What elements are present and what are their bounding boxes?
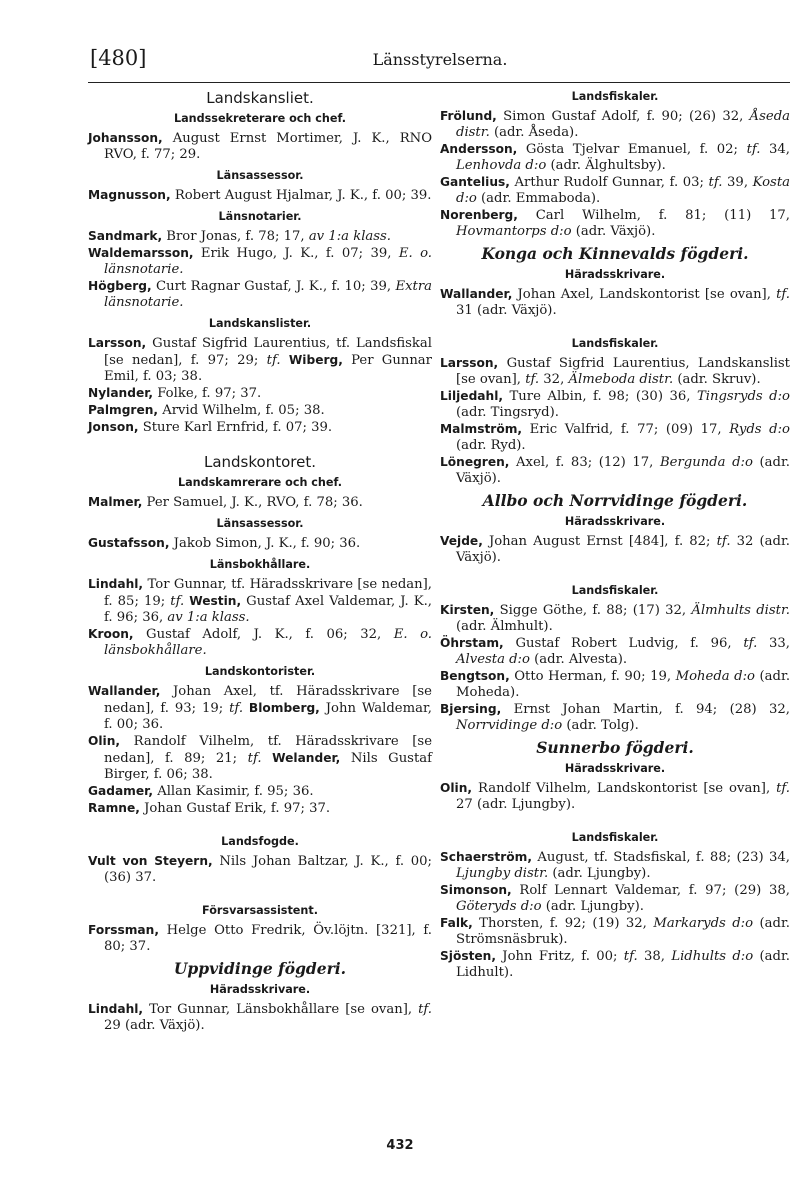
person-name: Norenberg,: [440, 208, 518, 222]
entry-text: 34,: [760, 142, 790, 157]
italic-note: E. o. länsbokhållare.: [104, 627, 432, 658]
entry-text: (adr. Moheda).: [456, 669, 791, 700]
person-name: Wallander,: [88, 684, 161, 698]
person-name: Kroon,: [88, 627, 134, 641]
entry-text: Tor Gunnar, Länsbokhållare [se ovan],: [143, 1002, 419, 1017]
entry-text: 38,: [637, 949, 672, 964]
footer-page-number: 432: [386, 1138, 414, 1153]
person-entry: [88, 733, 432, 783]
entry-text: (adr. Älmhult).: [456, 619, 553, 634]
person-name: Schaerström,: [440, 850, 532, 864]
person-entry: [88, 853, 432, 886]
person-name: Blomberg,: [248, 701, 320, 715]
header-rule: [88, 82, 790, 83]
entry-text: Allan Kasimir, f. 95; 36.: [153, 784, 314, 799]
role-heading: Häradsskrivare.: [564, 762, 666, 775]
spacer: [440, 813, 790, 825]
entry-text: Tor Gunnar, tf. Häradsskrivare [se nedan], f. 85; 19;: [104, 577, 432, 609]
person-entry: [88, 576, 432, 626]
entry-text: Nils Johan Baltzar, J. K., f. 00; (36) 37.: [104, 854, 432, 885]
entry-text: Folke, f. 97; 37.: [153, 386, 262, 401]
entry-text: Sigge Göthe, f. 88; (17) 32,: [494, 603, 692, 618]
italic-note: Bergunda d:o: [659, 455, 753, 470]
italic-note: av 1:a klass.: [167, 610, 250, 625]
person-name: Falk,: [440, 916, 473, 930]
left-column: [88, 84, 432, 1034]
entry-text: Jakob Simon, J. K., f. 90; 36.: [169, 536, 361, 551]
italic-note: Göteryds d:o: [456, 899, 542, 914]
person-entry: [88, 385, 432, 402]
entry-text: Simon Gustaf Adolf, f. 90; (26) 32,: [496, 109, 750, 124]
person-name: Kirsten,: [440, 603, 495, 617]
entry-text: Per Samuel, J. K., RVO, f. 78; 36.: [142, 495, 363, 510]
entry-text: John Fritz, f. 00;: [495, 949, 624, 964]
district-heading: Uppvidinge fögderi.: [173, 959, 347, 978]
person-entry: [440, 286, 790, 319]
entry-text: Johan Axel, Landskontorist [se ovan],: [512, 287, 777, 302]
role-heading: Länsassessor.: [216, 169, 304, 182]
person-entry: [88, 783, 432, 800]
person-entry: [440, 355, 790, 388]
entry-text: (adr. Strömsnäsbruk).: [456, 916, 790, 947]
person-entry: [88, 626, 432, 659]
district-heading: Konga och Kinnevalds fögderi.: [481, 244, 749, 263]
italic-note: tf.: [716, 534, 731, 549]
person-name: Malmström,: [440, 422, 523, 436]
role-heading: Häradsskrivare.: [209, 983, 311, 996]
person-entry: [88, 130, 432, 163]
italic-note: Moheda d:o: [675, 669, 755, 684]
person-name: Simonson,: [440, 883, 512, 897]
person-entry: [88, 245, 432, 278]
italic-note: Markaryds d:o: [653, 916, 754, 931]
role-heading: Landsfiskaler.: [571, 337, 659, 350]
person-entry: [88, 335, 432, 385]
person-name: Andersson,: [440, 142, 518, 156]
entry-text: (adr. Åseda).: [489, 125, 579, 140]
entry-text: Carl Wilhelm, f. 81; (11) 17,: [517, 208, 790, 223]
entry-text: (adr. Växjö).: [571, 224, 656, 239]
italic-note: tf.: [418, 1002, 432, 1017]
entry-text: [262, 751, 273, 766]
person-name: Nylander,: [88, 386, 154, 400]
italic-note: tf.: [170, 594, 185, 609]
person-name: Gustafsson,: [88, 536, 170, 550]
italic-note: Hovmantorps d:o: [456, 224, 572, 239]
italic-note: tf.: [229, 701, 244, 716]
italic-note: tf.: [776, 287, 790, 302]
section-heading: Landskontoret.: [203, 453, 316, 471]
italic-note: Älmeboda distr.: [568, 372, 674, 387]
role-heading: Häradsskrivare.: [564, 515, 666, 528]
italic-note: Extra länsnotarie.: [104, 279, 432, 310]
entry-text: (adr. Älghultsby).: [546, 158, 666, 173]
italic-note: Älmhults distr.: [691, 603, 791, 618]
person-name: Gantelius,: [440, 175, 510, 189]
entry-text: Ernst Johan Martin, f. 94; (28) 32,: [501, 702, 790, 717]
person-entry: [440, 533, 790, 566]
person-entry: [440, 108, 790, 141]
italic-note: tf.: [525, 372, 540, 387]
person-entry: [440, 849, 790, 882]
person-entry: [440, 141, 790, 174]
entry-text: Randolf Vilhelm, Landskontorist [se ovan],: [472, 781, 777, 796]
entry-text: August Ernst Mortimer, J. K., RNO RVO, f. 77; 29.: [104, 131, 432, 162]
italic-note: E. o. länsnotarie.: [104, 246, 432, 277]
running-title: Länsstyrelserna.: [372, 50, 508, 69]
person-name: Frölund,: [440, 109, 497, 123]
person-name: Wallander,: [440, 287, 513, 301]
entry-text: Eric Valfrid, f. 77; (09) 17,: [522, 422, 730, 437]
entry-text: Curt Ragnar Gustaf, J. K., f. 10; 39,: [151, 279, 396, 294]
person-name: Wiberg,: [288, 353, 343, 367]
person-entry: [88, 419, 432, 436]
entry-text: Gustaf Sigfrid Laurentius, tf. Landsfiskal [se nedan], f. 97; 29;: [104, 336, 432, 368]
entry-text: Rolf Lennart Valdemar, f. 97; (29) 38,: [511, 883, 790, 898]
italic-note: Norrvidinge d:o: [456, 718, 563, 733]
role-heading: Länsnotarier.: [218, 210, 302, 223]
italic-note: tf.: [708, 175, 723, 190]
person-name: Ramne,: [88, 801, 140, 815]
entry-text: (adr. Alvesta).: [529, 652, 628, 667]
person-name: Forssman,: [88, 923, 159, 937]
person-entry: [88, 402, 432, 419]
entry-text: Arthur Rudolf Gunnar, f. 03;: [509, 175, 709, 190]
entry-text: Johan Gustaf Erik, f. 97; 37.: [139, 801, 331, 816]
person-name: Palmgren,: [88, 403, 159, 417]
person-name: Gadamer,: [88, 784, 153, 798]
spacer: [440, 319, 790, 331]
person-name: Jonson,: [88, 420, 139, 434]
entry-text: Gustaf Robert Ludvig, f. 96,: [503, 636, 744, 651]
role-heading: Landsfiskaler.: [571, 90, 659, 103]
entry-text: Bror Jonas, f. 78; 17,: [162, 229, 309, 244]
person-entry: [440, 882, 790, 915]
entry-text: (adr. Tingsryd).: [456, 405, 559, 420]
entry-text: Axel, f. 83; (12) 17,: [509, 455, 660, 470]
entry-text: (adr. Lidhult).: [456, 949, 790, 980]
italic-note: tf.: [776, 781, 790, 796]
entry-text: Robert August Hjalmar, J. K., f. 00; 39.: [170, 188, 432, 203]
person-entry: [88, 535, 432, 552]
italic-note: tf.: [623, 949, 638, 964]
entry-text: John Waldemar, f. 00; 36.: [104, 701, 432, 732]
person-name: Welander,: [272, 751, 341, 765]
person-name: Johansson,: [88, 131, 163, 145]
entry-text: Randolf Vilhelm, tf. Häradsskrivare [se nedan], f. 89; 21;: [104, 734, 432, 766]
entry-text: 32 (adr. Växjö).: [456, 534, 790, 565]
person-entry: [440, 948, 790, 981]
district-heading: Sunnerbo fögderi.: [536, 738, 694, 757]
person-name: Olin,: [440, 781, 473, 795]
role-heading: Landsfogde.: [221, 835, 299, 848]
entry-text: Gösta Tjelvar Emanuel, f. 02;: [517, 142, 747, 157]
person-name: Öhrstam,: [440, 636, 504, 650]
header-page-number: [480]: [90, 46, 147, 70]
entry-text: August, tf. Stadsfiskal, f. 88; (23) 34,: [531, 850, 790, 865]
italic-note: Kosta d:o: [456, 175, 790, 206]
italic-note: tf.: [247, 751, 262, 766]
person-entry: [440, 421, 790, 454]
entry-text: 39,: [722, 175, 753, 190]
right-column: [440, 84, 790, 981]
person-entry: [440, 207, 790, 240]
entry-text: Gustaf Adolf, J. K., f. 06; 32,: [133, 627, 394, 642]
entry-text: (adr. Tolg).: [562, 718, 639, 733]
spacer: [88, 817, 432, 829]
district-heading: Allbo och Norrvidinge fögderi.: [482, 491, 748, 510]
person-entry: [440, 388, 790, 421]
person-entry: [440, 780, 790, 813]
entry-text: Johan Axel, tf. Häradsskrivare [se nedan], f. 93; 19;: [104, 684, 432, 716]
italic-note: Åseda distr.: [456, 109, 790, 140]
spacer: [88, 886, 432, 898]
entry-text: Per Gunnar Emil, f. 03; 38.: [104, 353, 432, 384]
person-name: Vejde,: [440, 534, 483, 548]
role-heading: Landskanslister.: [208, 317, 312, 330]
entry-text: Arvid Wilhelm, f. 05; 38.: [158, 403, 325, 418]
italic-note: tf.: [746, 142, 761, 157]
entry-text: Nils Gustaf Birger, f. 06; 38.: [104, 751, 432, 782]
person-name: Westin,: [189, 594, 242, 608]
entry-text: Otto Herman, f. 90; 19,: [509, 669, 676, 684]
person-entry: [88, 278, 432, 311]
person-name: Sandmark,: [88, 229, 163, 243]
italic-note: Ryds d:o: [729, 422, 790, 437]
entry-text: Gustaf Axel Valdemar, J. K., f. 96; 36,: [104, 594, 432, 625]
entry-text: Thorsten, f. 92; (19) 32,: [472, 916, 654, 931]
person-name: Lindahl,: [88, 577, 144, 591]
entry-text: 27 (adr. Ljungby).: [456, 797, 576, 812]
italic-note: Ljungby distr.: [456, 866, 549, 881]
role-heading: Landskontorister.: [204, 665, 316, 678]
person-name: Waldemarsson,: [88, 246, 194, 260]
entry-text: (adr. Ljungby).: [541, 899, 644, 914]
entry-text: 33,: [757, 636, 790, 651]
spacer: [440, 566, 790, 578]
role-heading: Landskamrerare och chef.: [178, 476, 342, 489]
person-name: Högberg,: [88, 279, 152, 293]
role-heading: Länsbokhållare.: [209, 558, 311, 571]
spacer: [88, 436, 432, 448]
person-entry: [440, 668, 790, 701]
italic-note: Alvesta d:o: [456, 652, 530, 667]
person-entry: [88, 1001, 432, 1034]
person-name: Sjösten,: [440, 949, 496, 963]
person-entry: [88, 494, 432, 511]
italic-note: av 1:a klass.: [308, 229, 392, 244]
italic-note: Lenhovda d:o: [456, 158, 547, 173]
entry-text: Ture Albin, f. 98; (30) 36,: [503, 389, 697, 404]
role-heading: Landsfiskaler.: [571, 831, 659, 844]
person-name: Larsson,: [440, 356, 499, 370]
person-name: Bjersing,: [440, 702, 502, 716]
person-entry: [440, 701, 790, 734]
entry-text: (adr. Skruv).: [673, 372, 761, 387]
role-heading: Landsfiskaler.: [571, 584, 659, 597]
person-entry: [88, 800, 432, 817]
person-entry: [88, 683, 432, 733]
person-entry: [88, 922, 432, 955]
page-header: [90, 46, 790, 78]
person-name: Olin,: [88, 734, 121, 748]
entry-text: (adr. Emmaboda).: [476, 191, 601, 206]
person-name: Vult von Steyern,: [88, 854, 213, 868]
person-name: Larsson,: [88, 336, 147, 350]
role-heading: Försvarsassistent.: [202, 904, 318, 917]
person-entry: [440, 602, 790, 635]
person-entry: [440, 635, 790, 668]
person-entry: [88, 228, 432, 245]
section-heading: Landskansliet.: [206, 89, 314, 107]
italic-note: Lidhults d:o: [671, 949, 754, 964]
entry-text: Erik Hugo, J. K., f. 07; 39,: [193, 246, 399, 261]
person-entry: [440, 174, 790, 207]
entry-text: [281, 353, 289, 368]
entry-text: 31 (adr. Växjö).: [456, 303, 557, 318]
entry-text: 32,: [539, 372, 569, 387]
person-name: Lönegren,: [440, 455, 510, 469]
entry-text: Johan August Ernst [484], f. 82;: [482, 534, 717, 549]
entry-text: (adr. Ryd).: [456, 438, 526, 453]
italic-note: tf.: [266, 353, 281, 368]
person-name: Magnusson,: [88, 188, 171, 202]
person-name: Lindahl,: [88, 1002, 144, 1016]
person-entry: [440, 454, 790, 487]
italic-note: Tingsryds d:o: [696, 389, 790, 404]
role-heading: Länsassessor.: [216, 517, 304, 530]
entry-text: (adr. Växjö).: [456, 455, 790, 486]
entry-text: 29 (adr. Växjö).: [104, 1018, 205, 1033]
role-heading: Häradsskrivare.: [564, 268, 666, 281]
entry-text: (adr. Ljungby).: [548, 866, 651, 881]
entry-text: Gustaf Sigfrid Laurentius, Landskanslist [se ovan],: [456, 356, 790, 387]
entry-text: Helge Otto Fredrik, Öv.löjtn. [321], f. 80; 37.: [104, 923, 432, 954]
person-entry: [440, 915, 790, 948]
person-entry: [88, 187, 432, 204]
entry-text: Sture Karl Ernfrid, f. 07; 39.: [138, 420, 333, 435]
person-name: Liljedahl,: [440, 389, 503, 403]
person-name: Malmer,: [88, 495, 143, 509]
italic-note: tf.: [743, 636, 758, 651]
role-heading: Landssekreterare och chef.: [174, 112, 346, 125]
person-name: Bengtson,: [440, 669, 510, 683]
